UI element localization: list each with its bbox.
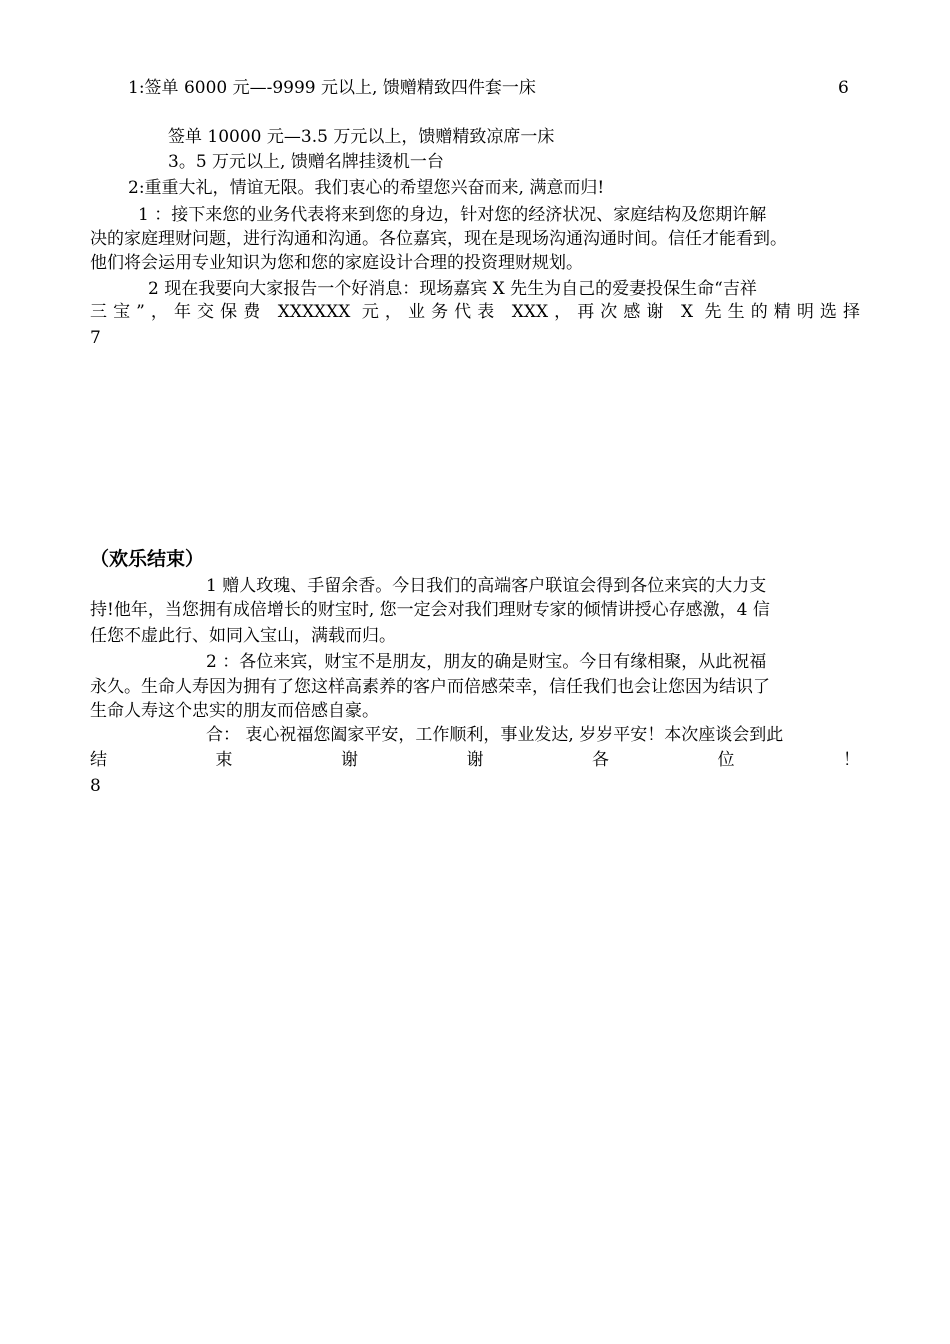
paragraph-line: 他们将会运用专业知识为您和您的家庭设计合理的投资理财规划。 bbox=[90, 253, 583, 273]
page-number: 6 bbox=[838, 78, 849, 98]
gift-tier-3: 3。5 万元以上, 馈赠名牌挂烫机一台 bbox=[168, 152, 444, 172]
paragraph-line: 三宝”，年交保费 XXXXXX 元，业务代表 XXX，再次感谢 X 先生的精明选择 bbox=[90, 302, 860, 322]
paragraph-line: 2 现在我要向大家报告一个好消息：现场嘉宾 X 先生为自己的爱妻投保生命“吉祥 bbox=[148, 279, 757, 299]
paragraph-line: 决的家庭理财问题，进行沟通和沟通。各位嘉宾，现在是现场沟通沟通时间。信任才能看到。 bbox=[90, 229, 787, 249]
paragraph-line: 生命人寿这个忠实的朋友而倍感自豪。 bbox=[90, 701, 379, 721]
paragraph-line: 合： 衷心祝福您阖家平安，工作顺利，事业发达, 岁岁平安！本次座谈会到此 bbox=[206, 725, 784, 745]
paragraph-line: 持!他年，当您拥有成倍增长的财宝时, 您一定会对我们理财专家的倾情讲授心存感激，4 信 bbox=[90, 600, 770, 620]
section-heading: （欢乐结束） bbox=[90, 548, 205, 570]
gift-closing-line: 2:重重大礼，情谊无限。我们衷心的希望您兴奋而来, 满意而归! bbox=[128, 178, 605, 198]
paragraph-line: 结 束 谢 谢 各 位 ！ bbox=[90, 750, 860, 770]
paragraph-line: 1 ：接下来您的业务代表将来到您的身边，针对您的经济状况、家庭结构及您期许解 bbox=[138, 205, 767, 225]
page-number: 7 bbox=[90, 328, 101, 348]
page-number: 8 bbox=[90, 776, 101, 796]
paragraph-line: 2 ：各位来宾，财宝不是朋友，朋友的确是财宝。今日有缘相聚，从此祝福 bbox=[206, 652, 767, 672]
paragraph-line: 1 赠人玫瑰、手留余香。今日我们的高端客户联谊会得到各位来宾的大力支 bbox=[206, 576, 767, 596]
paragraph-line: 永久。生命人寿因为拥有了您这样高素养的客户而倍感荣幸，信任我们也会让您因为结识了 bbox=[90, 677, 770, 697]
gift-tier-2: 签单 10000 元—3.5 万元以上，馈赠精致凉席一床 bbox=[168, 127, 555, 147]
paragraph-line: 任您不虚此行、如同入宝山，满载而归。 bbox=[90, 626, 396, 646]
gift-tier-1: 1:签单 6000 元—-9999 元以上, 馈赠精致四件套一床 bbox=[128, 78, 536, 98]
